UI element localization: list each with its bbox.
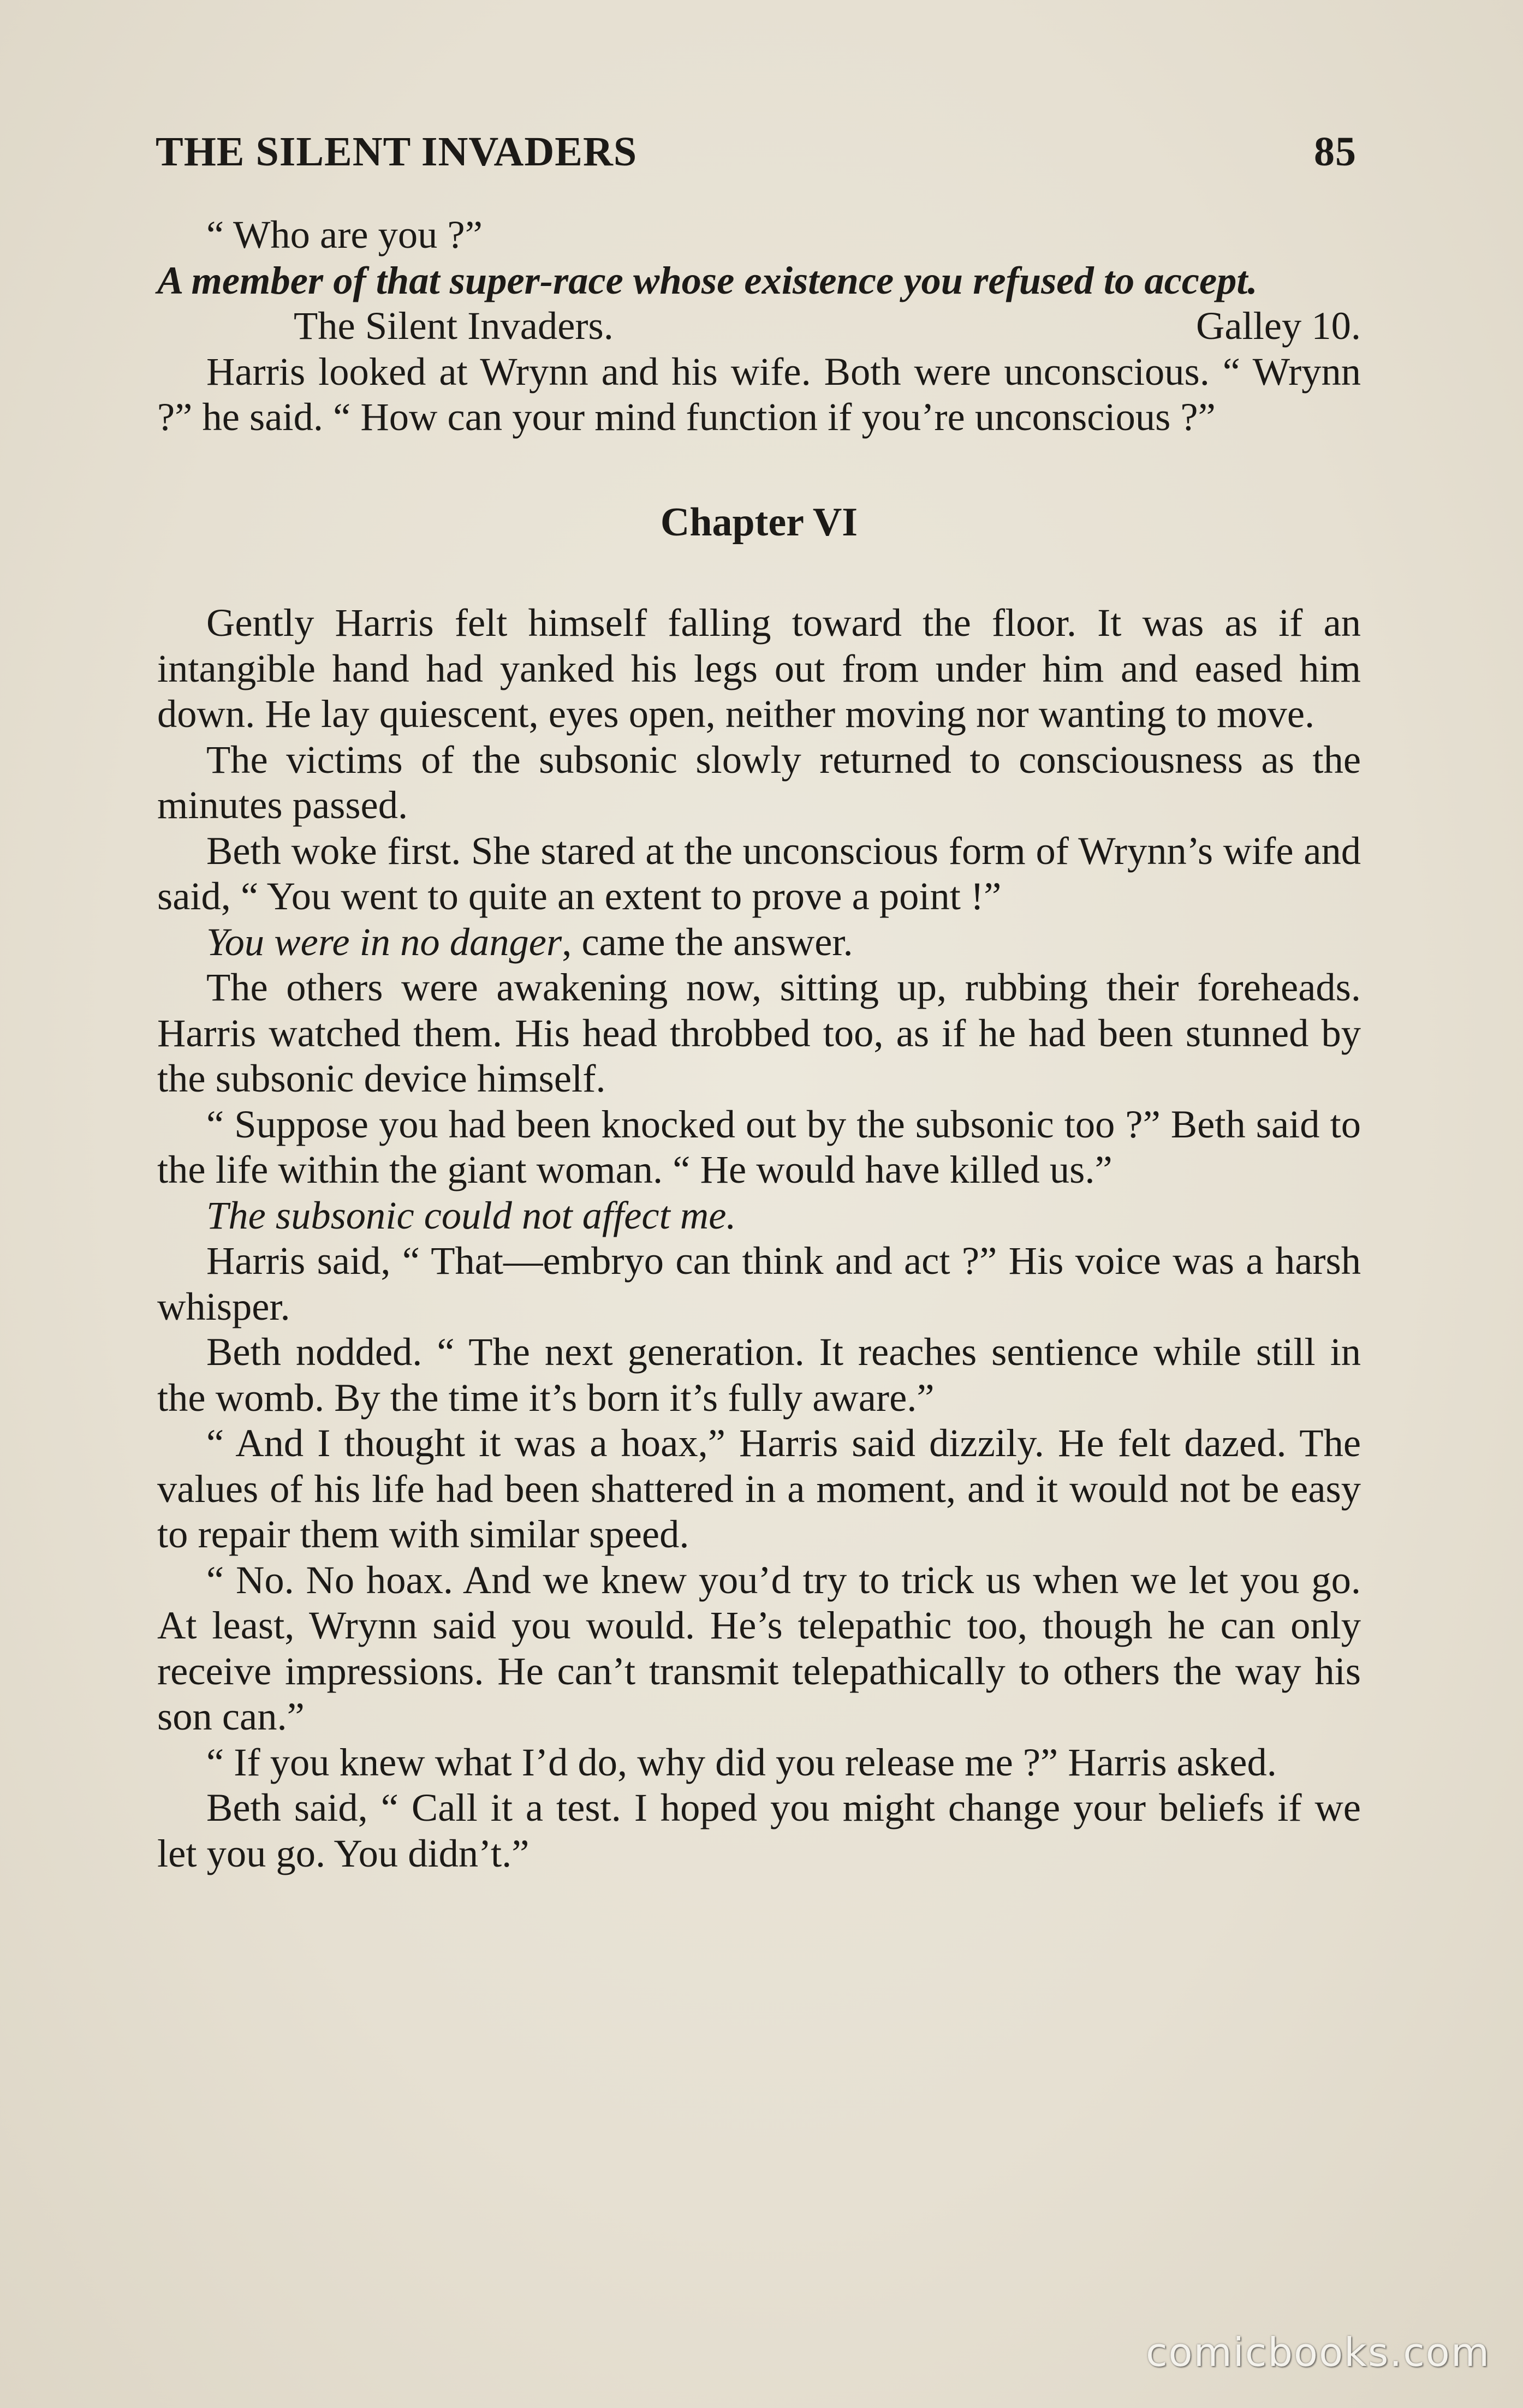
paragraph: Gently Harris felt himself falling toward the floor. It was as if an intangible hand had yanked his legs out from under him and eased him down. He lay quiescent, eyes open, neither moving nor wanting to move. bbox=[157, 600, 1361, 736]
paragraph: “ No. No hoax. And we knew you’d try to trick us when we let you go. At least, Wrynn said you would. He’s telepathic too, though he can only receive impressions. He can’t transmit telepathically to others the way his son can.” bbox=[157, 1557, 1361, 1738]
italic-phrase: You were in no danger bbox=[206, 919, 562, 964]
running-title: THE SILENT INVADERS bbox=[156, 129, 638, 175]
paragraph: Beth nodded. “ The next generation. It reaches sentience while still in the womb. By the time it’s born it’s fully aware.” bbox=[157, 1330, 1361, 1420]
paragraph: The victims of the subsonic slowly returned to consciousness as the minutes passed. bbox=[157, 737, 1361, 827]
galley-line bbox=[157, 303, 1361, 349]
paragraph: Beth said, “ Call it a test. I hoped you might change your beliefs if we let you go. You didn’t.” bbox=[157, 1785, 1361, 1875]
paragraph: “ Suppose you had been knocked out by the subsonic too ?” Beth said to the life within the giant woman. “ He would have killed us.” bbox=[157, 1101, 1361, 1191]
watermark: comicbooks.com bbox=[1145, 2329, 1490, 2375]
paragraph-italic: The subsonic could not affect me. bbox=[206, 1193, 736, 1237]
galley-number: Galley 10. bbox=[1195, 303, 1361, 348]
paragraph: “ Who are you ?” bbox=[206, 212, 483, 257]
paragraph: Harris looked at Wrynn and his wife. Both were unconscious. “ Wrynn ?” he said. “ How can your mind function if you’re unconscious ?” bbox=[157, 349, 1361, 439]
paragraph: “ If you knew what I’d do, why did you release me ?” Harris asked. bbox=[206, 1739, 1277, 1784]
chapter-heading: Chapter VI bbox=[660, 499, 858, 545]
paragraph: “ And I thought it was a hoax,” Harris said dizzily. He felt dazed. The values of his life had been shattered in a moment, and it would not be easy to repair them with similar speed. bbox=[157, 1421, 1361, 1556]
paragraph bbox=[157, 919, 1361, 965]
running-header bbox=[156, 121, 1357, 176]
page-number: 85 bbox=[1314, 129, 1357, 175]
body-text bbox=[157, 212, 1361, 1876]
paragraph: Beth woke first. She stared at the unconscious form of Wrynn’s wife and said, “ You went to quite an extent to prove a point !” bbox=[157, 828, 1361, 918]
galley-title: The Silent Invaders. bbox=[294, 303, 614, 348]
paragraph-italic: A member of that super-race whose existence you refused to accept. bbox=[157, 258, 1258, 302]
paragraph: The others were awakening now, sitting up, rubbing their foreheads. Harris watched them. His head throbbed too, as if he had been stunned by the subsonic device himself. bbox=[157, 965, 1361, 1100]
text-run: , came the answer. bbox=[562, 919, 853, 964]
paragraph: Harris said, “ That—embryo can think and act ?” His voice was a harsh whisper. bbox=[157, 1238, 1361, 1328]
